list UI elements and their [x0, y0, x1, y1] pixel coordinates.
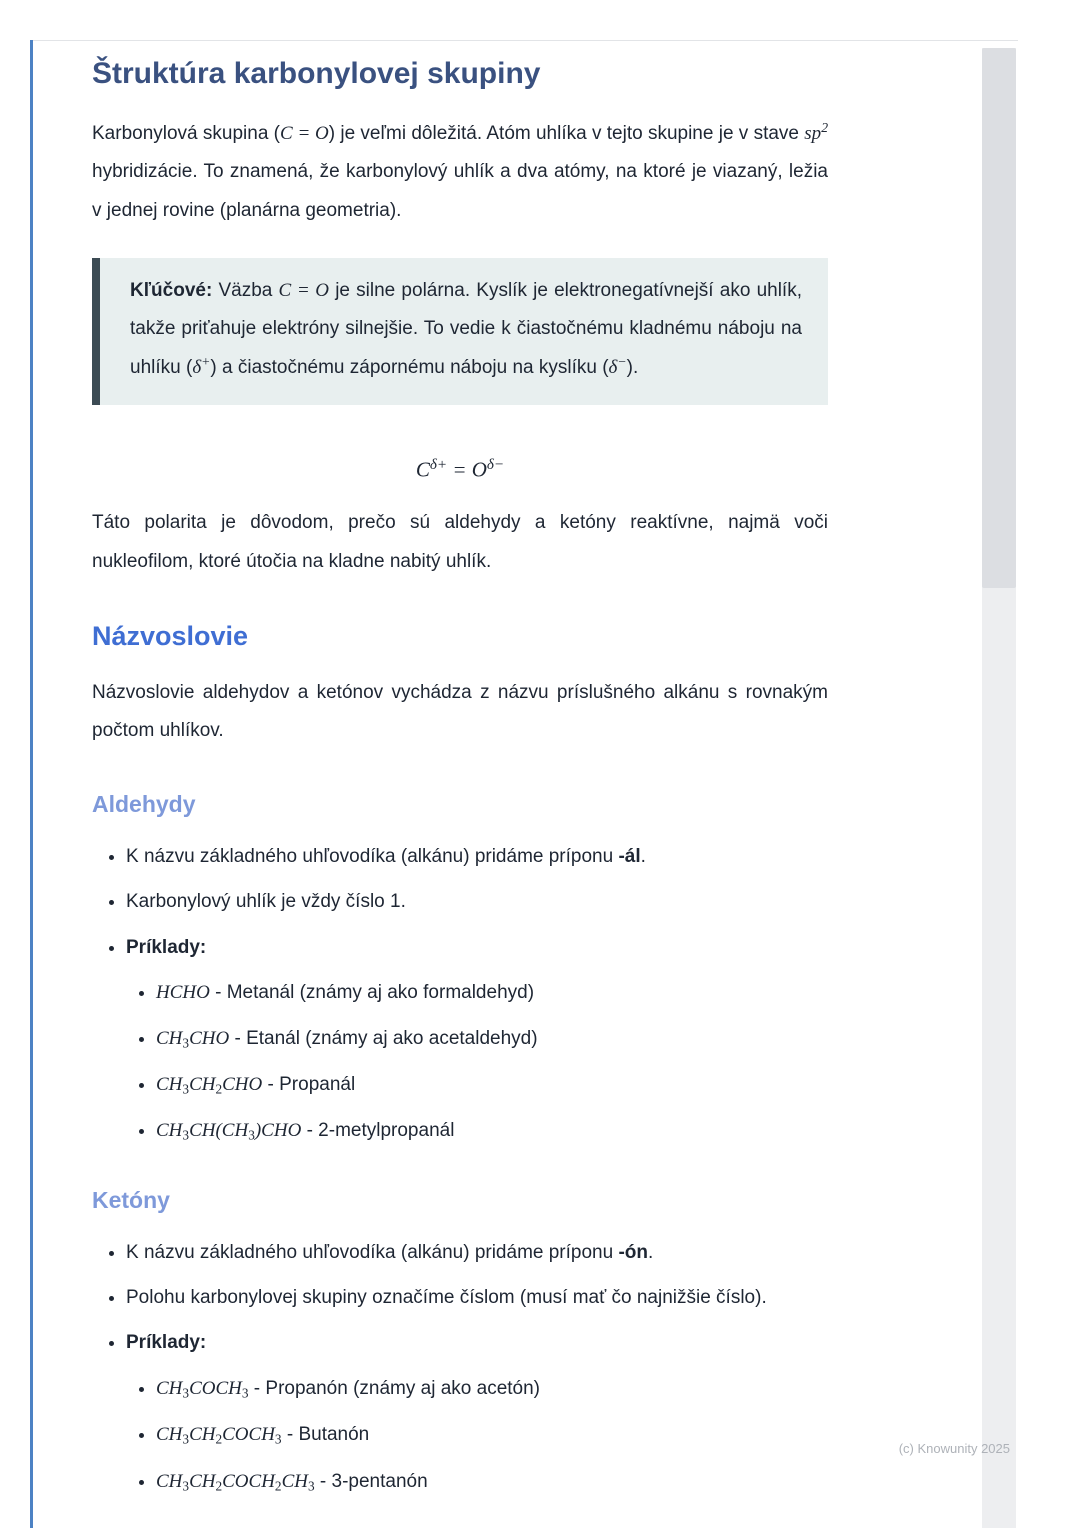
intro-paragraph: Karbonylová skupina (C = O) je veľmi dôležitá. Atóm uhlíka v tejto skupine je v stave $sp^2$ hybridizácie. To znamená, že karbonylový uhlík a dva atómy, na ktoré je viazaný, ležia v jednej rovine (planárna geometria). [92, 120, 829, 221]
page-title: Štruktúra karbonylovej skupiny [92, 57, 541, 90]
aldehydy-list [92, 842, 828, 1147]
list-item: • K názvu základného uhľovodíka (alkánu) pridáme príponu -ón. [126, 1238, 828, 1267]
list-item: • K názvu základného uhľovodíka (alkánu) pridáme príponu -ál. [126, 842, 828, 871]
list-item [126, 1328, 828, 1496]
polarity-formula: $C^{\delta+} = O^{\delta-}$ [415, 456, 505, 482]
list-item: • CH3COCH3 - Propanón (známy aj ako acetón) [156, 1374, 828, 1404]
ketony-examples-list [126, 1374, 828, 1497]
list-item [126, 933, 828, 1147]
list-item: • Karbonylový uhlík je vždy číslo 1. [126, 887, 828, 916]
subsection-heading-aldehydy: Aldehydy [92, 790, 196, 817]
watermark: (c) Knowunity 2025 [898, 1441, 1010, 1456]
list-item: • CH3CH(CH3)CHO - 2-metylpropanál [156, 1116, 828, 1146]
list-item-label: Príklady: [126, 936, 207, 958]
document-page [92, 40, 828, 1513]
list-item: • CH3CH2COCH3 - Butanón [156, 1420, 828, 1450]
key-callout [92, 258, 828, 405]
section-heading-nazvoslovie: Názvoslovie [92, 621, 249, 652]
left-accent-line [30, 40, 33, 1528]
subsection-heading-ketony: Ketóny [92, 1186, 170, 1213]
ketony-list [92, 1238, 828, 1497]
list-item: • HCHO - Metanál (známy aj ako formaldehyd) [156, 978, 828, 1007]
list-item: • CH3CH2CHO - Propanál [156, 1070, 828, 1100]
nazvoslovie-paragraph: Názvoslovie aldehydov a ketónov vychádza z názvu príslušného alkánu s rovnakým počtom uhlíkov. [92, 682, 828, 742]
list-item-label: Príklady: [126, 1332, 207, 1354]
list-item: • Polohu karbonylovej skupiny označíme číslom (musí mať čo najnižšie číslo). [126, 1283, 828, 1312]
list-item: • CH3CHO - Etanál (známy aj ako acetaldehyd) [156, 1024, 828, 1054]
scrollbar[interactable] [982, 48, 1016, 1528]
scrollbar-thumb[interactable] [982, 48, 1016, 588]
key-callout-text: Kľúčové: Väzba C = O je silne polárna. Kyslík je elektronegatívnejší ako uhlík, takže priťahuje elektróny silnejšie. To vedie k čiastočnému kladnému náboju na uhlíku (δ+) a čiastočnému zápornému náboju na kyslíku (δ−). [130, 279, 802, 378]
polarity-paragraph: Táto polarita je dôvodom, prečo sú aldehydy a ketóny reaktívne, najmä voči nukleofilom, ktoré útočia na kladne nabitý uhlík. [92, 512, 828, 572]
list-item: • CH3CH2COCH2CH3 - 3-pentanón [156, 1467, 828, 1497]
aldehydy-examples-list [126, 978, 828, 1146]
